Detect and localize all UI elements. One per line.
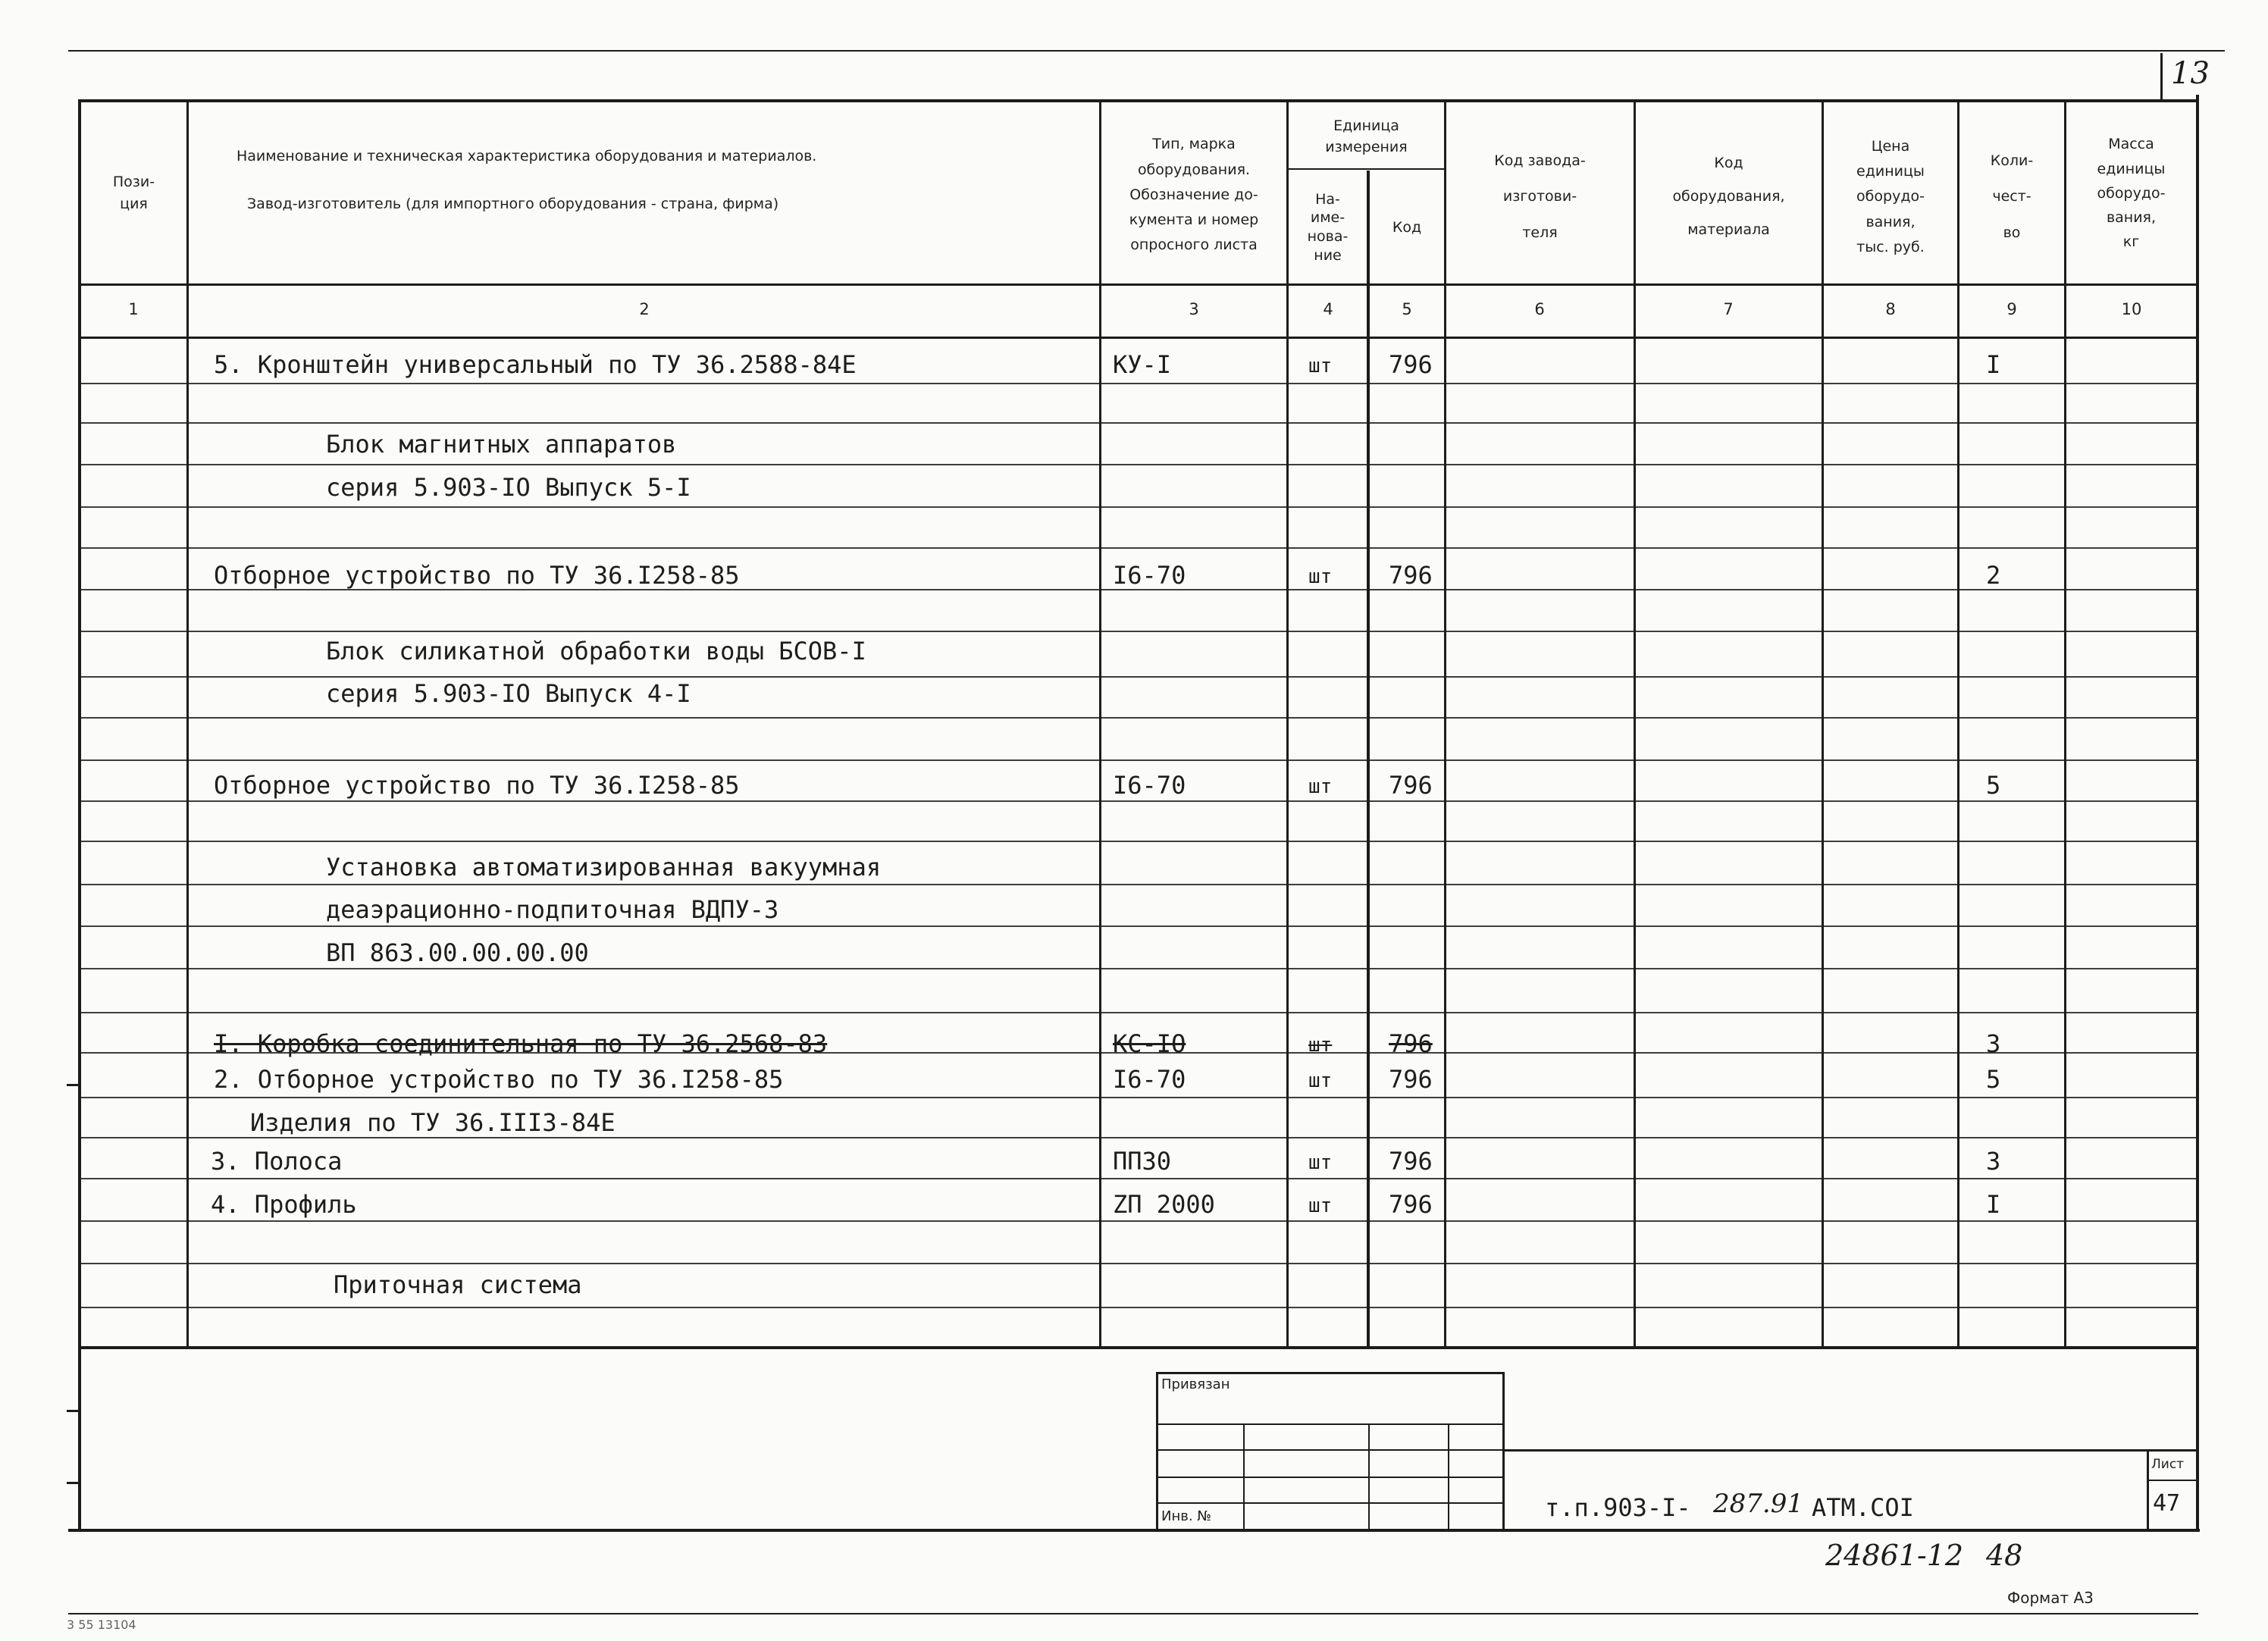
- format-label: Формат А3: [2007, 1589, 2094, 1607]
- frame-left-border: [78, 99, 81, 1532]
- row-quantity: 5: [1986, 1065, 2001, 1094]
- stamp-row-2: [1156, 1449, 1505, 1451]
- row-divider: [80, 717, 2198, 719]
- row-type: ПП30: [1113, 1147, 1172, 1176]
- col-divider-5: [1444, 99, 1446, 1348]
- row-divider: [80, 1012, 2198, 1013]
- row-name: серия 5.903-IO Выпуск 4-I: [326, 679, 691, 708]
- row-divider: [80, 1307, 2198, 1308]
- header-mass: Масса единицы оборудо- вания, кг: [2097, 136, 2166, 251]
- row-divider: [80, 968, 2198, 969]
- row-type: КС-IO: [1113, 1029, 1186, 1058]
- row-divider: [80, 1220, 2198, 1222]
- header-position: Пози- ция: [112, 174, 155, 212]
- row-divider: [80, 631, 2198, 632]
- row-unit: шт: [1308, 1195, 1333, 1217]
- row-divider: [80, 383, 2198, 384]
- header-bottom-line: [80, 283, 2198, 286]
- header-unit-name: На- име- нова- ние: [1307, 190, 1349, 264]
- column-number: 9: [2006, 300, 2017, 318]
- row-name: Приточная система: [334, 1270, 582, 1299]
- stamp-col-2: [1368, 1423, 1370, 1531]
- corner-box-left: [2160, 53, 2163, 100]
- row-divider: [80, 547, 2198, 549]
- row-name: ВП 863.00.00.00.00: [326, 938, 589, 967]
- row-unit-code: 796: [1389, 1147, 1433, 1176]
- privyazan-label: Привязан: [1161, 1376, 1230, 1392]
- row-unit: шт: [1308, 1151, 1333, 1174]
- row-name: Установка автоматизированная вакуумная: [326, 853, 882, 882]
- column-number: 10: [2121, 300, 2142, 318]
- lower-trim-line: [68, 1613, 2198, 1614]
- designation-print: т.п.903-I-: [1545, 1493, 1691, 1522]
- column-numbers-bottom-line: [80, 337, 2198, 339]
- row-unit: шт: [1308, 355, 1333, 377]
- row-unit: шт: [1308, 775, 1333, 798]
- row-quantity: I: [1986, 350, 2001, 379]
- row-divider: [80, 464, 2198, 465]
- row-quantity: 3: [1986, 1147, 2001, 1176]
- header-unit-group: Единица измерения: [1325, 117, 1408, 155]
- row-type: I6-70: [1113, 1065, 1186, 1094]
- designation-box-top: [1505, 1449, 2198, 1452]
- row-quantity: I: [1986, 1190, 2001, 1219]
- header-equipment-code: Код оборудования, материала: [1672, 155, 1785, 238]
- column-number: 5: [1402, 300, 1412, 318]
- inv-number-label: Инв. №: [1161, 1508, 1212, 1524]
- row-unit-code: 796: [1389, 1029, 1433, 1058]
- column-number: 1: [128, 300, 139, 318]
- row-divider: [80, 759, 2198, 761]
- row-type: I6-70: [1113, 771, 1186, 800]
- col-divider-8: [1957, 99, 1959, 1348]
- table-bottom-line: [80, 1346, 2198, 1349]
- row-name: деаэрационно-подпиточная ВДПУ-3: [326, 895, 779, 924]
- row-divider: [80, 1263, 2198, 1264]
- header-name-line2: Завод-изготовитель (для импортного оборудования - страна, фирма): [247, 196, 779, 212]
- row-divider: [80, 800, 2198, 802]
- row-type: КУ-I: [1113, 350, 1172, 379]
- column-number: 4: [1323, 300, 1333, 318]
- row-name: Отборное устройство по ТУ 36.I258-85: [214, 561, 740, 590]
- row-name: Изделия по ТУ 36.III3-84Е: [250, 1108, 616, 1137]
- row-name: 5. Кронштейн универсальный по ТУ 36.2588-84Е: [214, 350, 857, 379]
- row-name: Отборное устройство по ТУ 36.I258-85: [214, 771, 740, 800]
- row-divider: [80, 1178, 2198, 1179]
- frame-top-border: [80, 99, 2198, 102]
- frame-bottom-border: [68, 1529, 2200, 1532]
- archive-number: 24861-12: [1825, 1539, 1964, 1572]
- row-name: I. Коробка соединительная по ТУ 36.2568-83: [214, 1029, 828, 1058]
- designation-handwritten: 287.91: [1713, 1489, 1803, 1519]
- row-name: Блок магнитных аппаратов: [326, 430, 677, 459]
- row-unit: шт: [1308, 565, 1333, 588]
- row-divider: [80, 841, 2198, 842]
- margin-tick: [67, 1084, 79, 1086]
- sheet-label: Лист: [2151, 1457, 2185, 1472]
- col-divider-2: [1099, 99, 1101, 1348]
- row-name: 3. Полоса: [211, 1147, 343, 1176]
- column-number: 3: [1189, 300, 1199, 318]
- designation-suffix: АТМ.COI: [1812, 1493, 1914, 1522]
- stamp-row-3: [1156, 1477, 1505, 1478]
- archive-sheet: 48: [1986, 1539, 2023, 1572]
- row-unit-code: 796: [1389, 561, 1433, 590]
- stamp-top: [1156, 1372, 1505, 1374]
- row-name: 2. Отборное устройство по ТУ 36.I258-85: [214, 1065, 784, 1094]
- sheet-box-left: [2147, 1449, 2149, 1531]
- col-divider-9: [2064, 99, 2066, 1348]
- stamp-col-1: [1243, 1423, 1245, 1531]
- column-number: 6: [1534, 300, 1545, 318]
- margin-tick: [67, 1482, 79, 1484]
- sheet-corner-mark: 13: [2171, 56, 2210, 91]
- row-divider: [80, 1097, 2198, 1098]
- row-divider: [80, 422, 2198, 424]
- frame-right-border: [2196, 95, 2199, 1531]
- row-unit-code: 796: [1389, 350, 1433, 379]
- row-name: 4. Профиль: [211, 1190, 357, 1219]
- row-quantity: 3: [1986, 1029, 2001, 1058]
- col-divider-7: [1822, 99, 1824, 1348]
- header-unit-code: Код: [1392, 218, 1422, 236]
- row-type: ZП 2000: [1113, 1190, 1215, 1219]
- row-divider: [80, 1137, 2198, 1138]
- header-quantity: Коли- чест- во: [1990, 152, 2034, 241]
- row-unit: шт: [1308, 1069, 1333, 1092]
- column-number: 7: [1723, 300, 1734, 318]
- row-divider: [80, 676, 2198, 678]
- header-factory-code: Код завода- изготови- теля: [1494, 152, 1586, 241]
- sheet-number: 47: [2153, 1490, 2181, 1517]
- row-quantity: 2: [1986, 561, 2001, 590]
- row-unit-code: 796: [1389, 771, 1433, 800]
- row-divider: [80, 925, 2198, 927]
- top-trim-line: [68, 50, 2225, 52]
- sheet-box-mid: [2147, 1480, 2198, 1481]
- row-quantity: 5: [1986, 771, 2001, 800]
- col-divider-3: [1286, 99, 1289, 1348]
- margin-tick: [67, 1410, 79, 1412]
- stamp-row-1: [1156, 1423, 1505, 1425]
- row-name: серия 5.903-IO Выпуск 5-I: [326, 473, 691, 502]
- row-unit: шт: [1308, 1034, 1333, 1057]
- row-type: I6-70: [1113, 561, 1186, 590]
- header-price: Цена единицы оборудо- вания, тыс. руб.: [1856, 137, 1925, 255]
- bottom-left-code: 3 55 13104: [67, 1618, 136, 1632]
- stamp-row-4: [1156, 1502, 1505, 1504]
- column-number: 2: [639, 300, 650, 318]
- row-unit-code: 796: [1389, 1065, 1433, 1094]
- col-divider-1: [186, 99, 189, 1348]
- unit-group-divider: [1287, 168, 1445, 170]
- row-name: Блок силикатной обработки воды БСОВ-I: [326, 637, 866, 665]
- column-number: 8: [1885, 300, 1896, 318]
- row-divider: [80, 884, 2198, 885]
- stamp-col-3: [1448, 1423, 1449, 1531]
- stamp-left: [1156, 1373, 1158, 1531]
- header-name-line1: Наименование и техническая характеристика оборудования и материалов.: [237, 148, 817, 164]
- col-divider-6: [1634, 99, 1636, 1348]
- row-unit-code: 796: [1389, 1190, 1433, 1219]
- stamp-right: [1502, 1372, 1505, 1531]
- row-divider: [80, 506, 2198, 508]
- header-type: Тип, марка оборудования. Обозначение до- кумента и номер опросного листа: [1129, 136, 1259, 254]
